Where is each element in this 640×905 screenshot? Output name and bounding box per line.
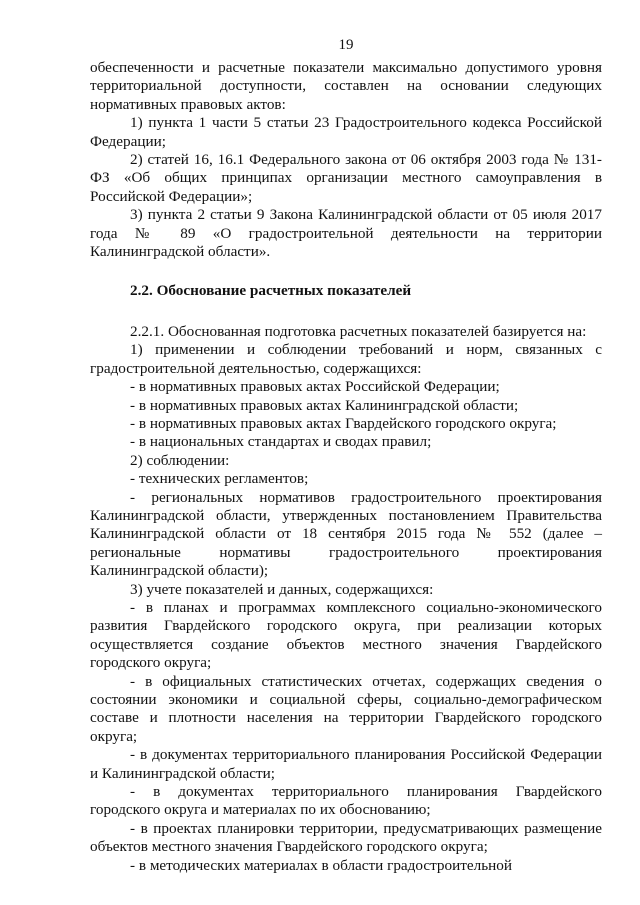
paragraph-compliance: 2) соблюдении: xyxy=(130,451,230,469)
paragraph-item-2: 2) статей 16, 16.1 Федерального закона от 06 октября 2003 года № 131-ФЗ «Об общих принципах организации местного самоуправления в Российской Федерации»; xyxy=(90,151,602,205)
list-item: - в документах территориального планирования Российской Федерации и Калининградской области; xyxy=(90,746,602,782)
paragraph-application: 1) применении и соблюдении требований и норм, связанных с градостроительной деятельностью, содержащихся: xyxy=(90,341,602,377)
section-heading: 2.2. Обоснование расчетных показателей xyxy=(130,282,412,300)
page-number: 19 xyxy=(338,37,354,53)
paragraph-2-2-1: 2.2.1. Обоснованная подготовка расчетных показателей базируется на: xyxy=(130,322,587,340)
list-item: - в нормативных правовых актах Российской Федерации; xyxy=(130,378,500,396)
list-item: - в методических материалах в области градостроительной xyxy=(130,856,512,874)
list-item: - региональных нормативов градостроительного проектирования Калининградской области, утвержденных постановлением Правительства Калининградской области от 18 сентября 2015 года № 552 (далее – региональные нормативы градостроительного проектирования Калининградской области); xyxy=(90,488,602,580)
list-item: - в национальных стандартах и сводах правил; xyxy=(130,433,432,451)
paragraph-intro: обеспеченности и расчетные показатели максимально допустимого уровня территориальной доступности, составлен на основании следующих нормативных правовых актов: xyxy=(90,59,602,113)
list-item: - в нормативных правовых актах Гвардейского городского округа; xyxy=(130,414,557,432)
paragraph-consideration: 3) учете показателей и данных, содержащихся: xyxy=(130,580,434,598)
list-item: - в документах территориального планирования Гвардейского городского округа и материалах по их обоснованию; xyxy=(90,783,602,819)
paragraph-item-3: 3) пункта 2 статьи 9 Закона Калининградской области от 05 июля 2017 года № 89 «О градостроительной деятельности на территории Калининградской области». xyxy=(90,206,602,261)
paragraph-item-1: 1) пункта 1 части 5 статьи 23 Градостроительного кодекса Российской Федерации; xyxy=(90,114,602,150)
list-item: - в нормативных правовых актах Калининградской области; xyxy=(130,396,519,414)
list-item: - в проектах планировки территории, предусматривающих размещение объектов местного значения Гвардейского городского округа; xyxy=(90,819,602,856)
list-item: - в планах и программах комплексного социально-экономического развития Гвардейского городского округа, при реализации которых осуществляется создание объектов местного значения Гвардейского городского округа; xyxy=(90,598,602,672)
list-item: - в официальных статистических отчетах, содержащих сведения о состоянии экономики и социальной сферы, социально-демографическом составе и плотности населения на территории Гвардейского городского округа; xyxy=(90,672,602,745)
list-item: - технических регламентов; xyxy=(130,470,309,488)
